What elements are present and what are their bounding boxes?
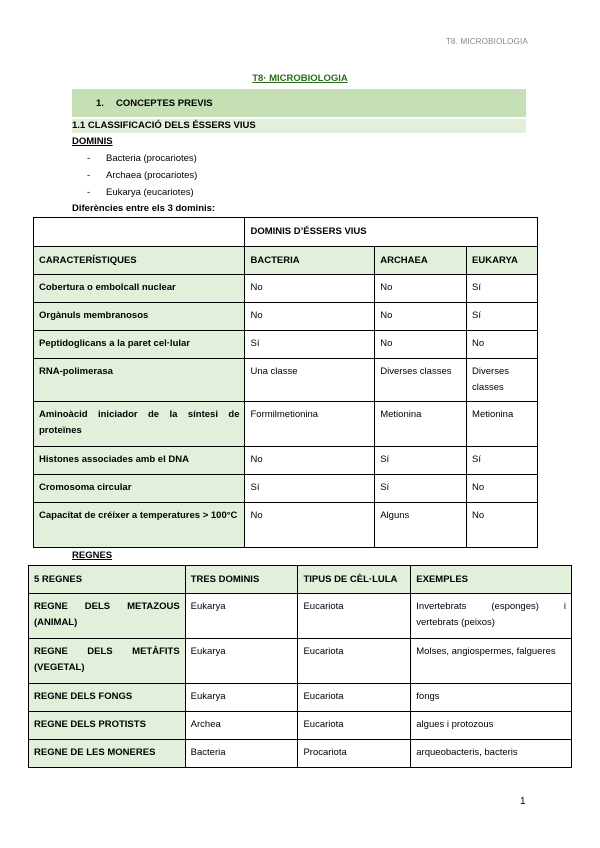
table-cell: No	[375, 331, 467, 359]
table-cell: Bacteria	[185, 740, 298, 768]
list-item: - Bacteria (procariotes)	[87, 153, 197, 164]
table-cell: Metionina	[467, 402, 538, 447]
section-number: 1.	[96, 97, 104, 109]
dominis-heading: DOMINIS	[72, 136, 113, 147]
table-row	[34, 503, 538, 548]
page-title: T8· MICROBIOLOGIA	[252, 73, 348, 84]
table-row	[34, 447, 538, 475]
empty-cell	[34, 218, 245, 247]
table-row	[29, 639, 572, 684]
table-cell: Formilmetionina	[245, 402, 375, 447]
table-cell: Eucariota	[298, 594, 411, 639]
table-row	[34, 331, 538, 359]
kingdoms-table	[28, 565, 572, 768]
table-cell: Diverses classes	[467, 359, 538, 402]
column-header: TIPUS DE CÈL·LULA	[298, 566, 411, 594]
table-row	[29, 684, 572, 712]
section-label: CONCEPTES PREVIS	[116, 97, 213, 109]
table-row	[29, 740, 572, 768]
row-header: REGNE DELS METÀFITS (VEGETAL)	[29, 639, 186, 684]
column-header: 5 REGNES	[29, 566, 186, 594]
table-row	[34, 218, 538, 247]
table-cell: No	[467, 331, 538, 359]
table-header-row	[34, 247, 538, 275]
list-item: - Archaea (procariotes)	[87, 170, 198, 181]
table-cell: Sí	[467, 303, 538, 331]
table-cell: Alguns	[375, 503, 467, 548]
running-header: T8. MICROBIOLOGIA	[445, 37, 528, 46]
table-cell: Eukarya	[185, 594, 298, 639]
column-header: CARACTERÍSTIQUES	[34, 247, 245, 275]
table-row	[34, 402, 538, 447]
row-header: REGNE DELS METAZOUS (ANIMAL)	[29, 594, 186, 639]
subsection-heading: 1.1 CLASSIFICACIÓ DELS ÉSSERS VIUS	[72, 119, 526, 133]
table-cell: No	[245, 447, 375, 475]
table-cell: Sí	[245, 331, 375, 359]
page-number: 1	[520, 796, 526, 807]
list-item: - Eukarya (eucariotes)	[87, 187, 194, 198]
row-header: Cobertura o embolcall nuclear	[34, 275, 245, 303]
table-cell: Procariota	[298, 740, 411, 768]
table-cell: Diverses classes	[375, 359, 467, 402]
table-row	[29, 712, 572, 740]
table-cell: No	[245, 503, 375, 548]
row-header: RNA-polimerasa	[34, 359, 245, 402]
table-cell: No	[245, 275, 375, 303]
column-header: EUKARYA	[467, 247, 538, 275]
row-header: Aminoàcid iniciador de la síntesi de proteïnes	[34, 402, 245, 447]
table-row	[34, 303, 538, 331]
row-header: Peptidoglicans a la paret cel·lular	[34, 331, 245, 359]
table-row	[29, 594, 572, 639]
table-cell: algues i protozous	[411, 712, 572, 740]
domains-table	[33, 217, 538, 548]
table-row	[34, 475, 538, 503]
differences-heading: Diferències entre els 3 dominis:	[72, 203, 216, 214]
table-cell: Eucariota	[298, 684, 411, 712]
table-cell: Eucariota	[298, 712, 411, 740]
table-cell: No	[375, 303, 467, 331]
table-cell: Sí	[467, 447, 538, 475]
table-row	[34, 275, 538, 303]
table-cell: No	[375, 275, 467, 303]
table-cell: Metionina	[375, 402, 467, 447]
column-header: TRES DOMINIS	[185, 566, 298, 594]
table-cell: Eukarya	[185, 684, 298, 712]
table-cell: Molses, angiospermes, falgueres	[411, 639, 572, 684]
row-header: REGNE DELS PROTISTS	[29, 712, 186, 740]
row-header: Capacitat de créixer a temperatures > 100°C	[34, 503, 245, 548]
dominis-list	[87, 150, 197, 201]
table-row	[34, 359, 538, 402]
group-header: DOMINIS D’ÉSSERS VIUS	[245, 218, 538, 247]
table-cell: No	[245, 303, 375, 331]
row-header: Histones associades amb el DNA	[34, 447, 245, 475]
table-cell: Sí	[467, 275, 538, 303]
row-header: REGNE DELS FONGS	[29, 684, 186, 712]
column-header: ARCHAEA	[375, 247, 467, 275]
table-cell: No	[467, 475, 538, 503]
table-cell: arqueobacteris, bacteris	[411, 740, 572, 768]
table-cell: Sí	[375, 475, 467, 503]
regnes-heading: REGNES	[72, 550, 113, 561]
row-header: Orgànuls membranosos	[34, 303, 245, 331]
table-cell: Invertebrats (esponges) i vertebrats (peixos)	[411, 594, 572, 639]
table-cell: fongs	[411, 684, 572, 712]
section-heading-1	[72, 89, 526, 117]
column-header: BACTERIA	[245, 247, 375, 275]
row-header: Cromosoma circular	[34, 475, 245, 503]
table-cell: Sí	[245, 475, 375, 503]
table-cell: No	[467, 503, 538, 548]
row-header: REGNE DE LES MONERES	[29, 740, 186, 768]
table-cell: Eucariota	[298, 639, 411, 684]
table-cell: Eukarya	[185, 639, 298, 684]
table-cell: Sí	[375, 447, 467, 475]
table-cell: Una classe	[245, 359, 375, 402]
table-header-row	[29, 566, 572, 594]
column-header: EXEMPLES	[411, 566, 572, 594]
table-cell: Archea	[185, 712, 298, 740]
